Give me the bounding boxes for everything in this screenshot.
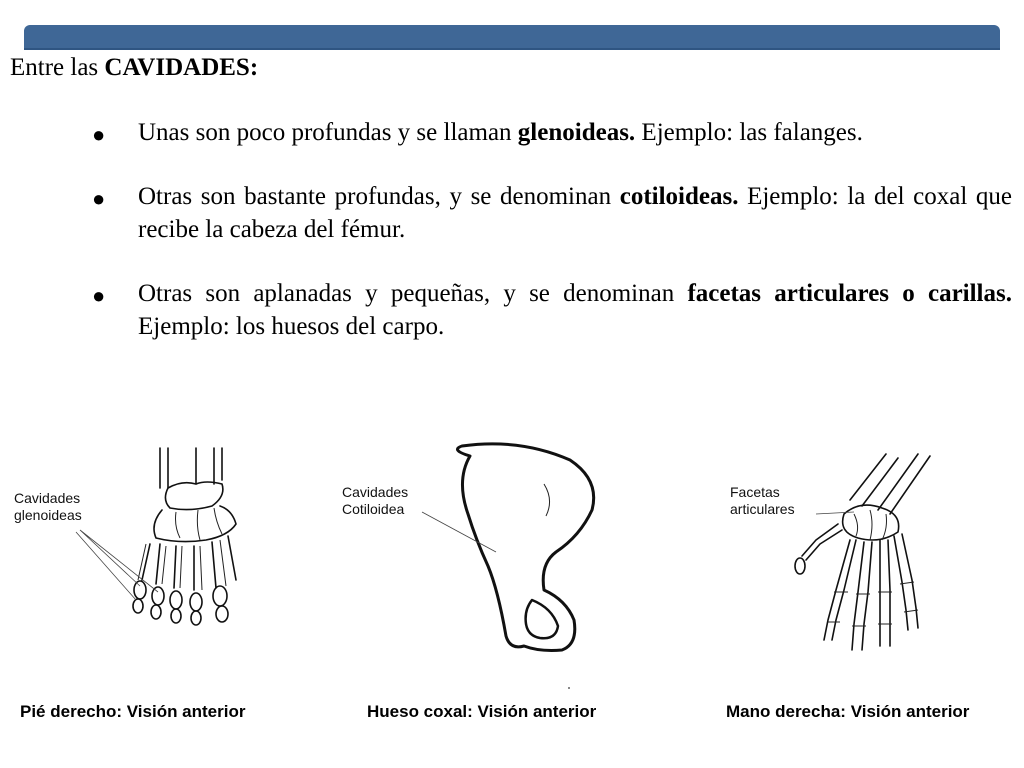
item-text-after: Ejemplo: las falanges. — [635, 119, 863, 146]
item-text-before: Otras son aplanadas y pequeñas, y se denominan — [138, 280, 688, 307]
item-term: facetas articulares o carillas. — [687, 280, 1012, 307]
intro-lead: Entre las — [10, 54, 105, 81]
hip-label-line2: Cotiloidea — [342, 501, 405, 517]
header-bar-edge — [24, 48, 1000, 50]
hip-figure — [330, 440, 600, 690]
item-text-before: Otras son bastante profundas, y se denominan — [138, 183, 620, 210]
item-text-before: Unas son poco profundas y se llaman — [138, 119, 518, 146]
hand-label-line1: Facetas — [730, 484, 780, 500]
item-term: glenoideas. — [517, 119, 636, 146]
stray-mark — [568, 687, 570, 689]
hand-figure — [720, 440, 1020, 690]
intro-text — [10, 54, 258, 82]
cavity-list — [88, 116, 1012, 374]
foot-label-line1: Cavidades — [14, 490, 81, 506]
bullet-icon: ● — [92, 283, 106, 308]
intro-bold: CAVIDADES: — [104, 54, 259, 81]
list-item — [88, 277, 1012, 343]
item-term: cotiloideas. — [619, 183, 739, 210]
hip-bone-icon — [330, 440, 600, 690]
foot-figure — [0, 440, 300, 690]
hand-label-line2: articulares — [730, 501, 795, 517]
hip-label — [342, 484, 408, 518]
list-item — [88, 116, 1012, 149]
foot-skeleton-icon — [0, 440, 300, 690]
list-item — [88, 180, 1012, 246]
hip-caption: Hueso coxal: Visión anterior — [367, 702, 597, 721]
foot-label — [14, 490, 82, 524]
bullet-icon: ● — [92, 186, 106, 211]
header-bar — [24, 25, 1000, 50]
foot-label-line2: glenoideas — [14, 507, 82, 523]
hip-label-line1: Cavidades — [342, 484, 409, 500]
hand-caption: Mano derecha: Visión anterior — [726, 702, 970, 721]
hand-skeleton-icon — [720, 440, 1020, 690]
foot-caption: Pié derecho: Visión anterior — [20, 702, 246, 721]
hand-label — [730, 484, 795, 518]
item-text-after: Ejemplo: los huesos del carpo. — [138, 313, 445, 340]
item-text-after: Ejemplo: la del coxal que recibe la cabeza del fémur. — [138, 183, 1012, 243]
bullet-icon: ● — [92, 122, 106, 147]
